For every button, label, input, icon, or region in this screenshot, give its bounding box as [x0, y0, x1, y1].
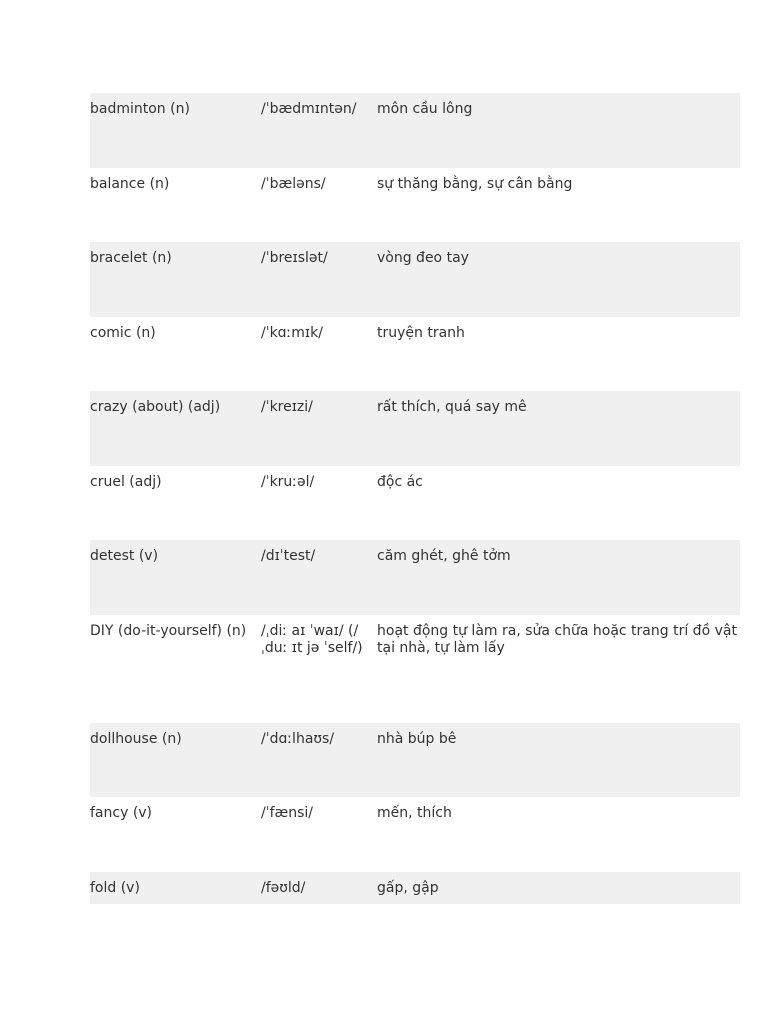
word-cell: dollhouse (n) [90, 723, 261, 798]
word-cell: DIY (do-it-yourself) (n) [90, 622, 247, 639]
table-row [90, 615, 740, 723]
table-row [90, 391, 740, 466]
ipa-cell: /dɪˈtest/ [261, 540, 377, 615]
meaning-cell: nhà búp bê [377, 723, 740, 798]
word-cell: cruel (adj) [90, 473, 162, 490]
word-cell: fancy (v) [90, 805, 153, 821]
table-row [90, 242, 740, 317]
word-cell: detest (v) [90, 540, 261, 615]
meaning-cell: mến, thích [377, 805, 452, 821]
ipa-cell: /ˈfænsi/ [261, 805, 314, 821]
table-row [90, 797, 740, 872]
ipa-cell: /ˈkreɪzi/ [261, 391, 377, 466]
meaning-cell: vòng đeo tay [377, 242, 740, 317]
meaning-cell: độc ác [377, 473, 423, 490]
word-cell: bracelet (n) [90, 242, 261, 317]
table-row [90, 540, 740, 615]
ipa-cell: /ˌdiː aɪ ˈwaɪ/ (/ˌduː ɪt jə ˈself/) [261, 622, 363, 656]
ipa-cell: /ˈbæləns/ [261, 175, 326, 192]
table-row [90, 872, 740, 904]
vocabulary-table [90, 93, 740, 904]
meaning-cell: rất thích, quá say mê [377, 391, 740, 466]
meaning-cell: hoạt động tự làm ra, sửa chữa hoặc trang trí đồ vật tại nhà, tự làm lấy [377, 622, 737, 656]
meaning-cell: sự thăng bằng, sự cân bằng [377, 175, 573, 192]
table-row [90, 723, 740, 798]
ipa-cell: /ˈdɑːlhaʊs/ [261, 723, 377, 798]
ipa-cell: /fəʊld/ [261, 872, 377, 904]
ipa-cell: /ˈbædmɪntən/ [261, 93, 377, 168]
table-row [90, 168, 740, 243]
table-row [90, 317, 740, 392]
word-cell: badminton (n) [90, 93, 261, 168]
meaning-cell: môn cầu lông [377, 93, 740, 168]
ipa-cell: /ˈkɑːmɪk/ [261, 324, 323, 341]
table-row [90, 93, 740, 168]
word-cell: comic (n) [90, 324, 156, 341]
ipa-cell: /ˈbreɪslət/ [261, 242, 377, 317]
meaning-cell: truyện tranh [377, 324, 465, 341]
word-cell: balance (n) [90, 175, 170, 192]
table-row [90, 466, 740, 541]
word-cell: crazy (about) (adj) [90, 391, 261, 466]
meaning-cell: căm ghét, ghê tởm [377, 540, 740, 615]
ipa-cell: /ˈkruːəl/ [261, 473, 315, 490]
meaning-cell: gấp, gập [377, 872, 740, 904]
word-cell: fold (v) [90, 872, 261, 904]
